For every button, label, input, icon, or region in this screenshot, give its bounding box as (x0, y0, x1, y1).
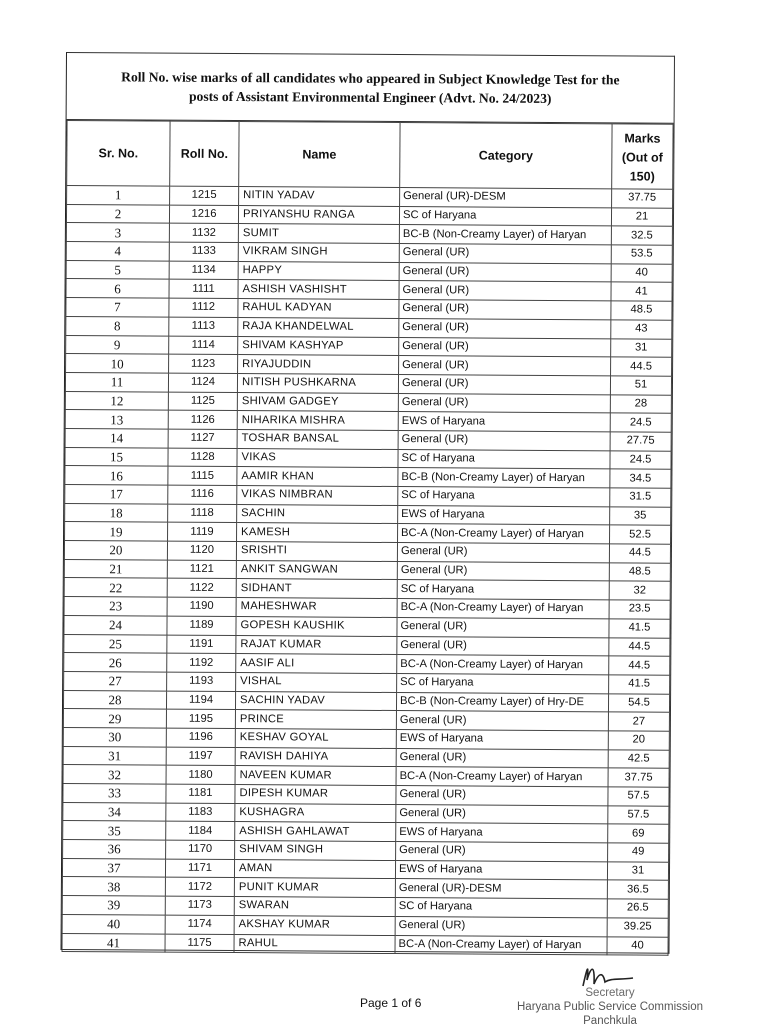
cell-marks: 20 (608, 731, 669, 750)
cell-roll-no: 1122 (167, 579, 236, 598)
marks-table (62, 120, 674, 956)
cell-roll-no: 1190 (167, 597, 236, 616)
cell-sr-no: 33 (63, 783, 166, 802)
cell-sr-no: 38 (62, 877, 165, 896)
signatory-commission: Haryana Public Service Commission (517, 1001, 703, 1013)
cell-name: AAMIR KHAN (237, 467, 398, 487)
cell-category: General (UR) (396, 804, 608, 824)
cell-marks: 24.5 (610, 450, 671, 469)
cell-roll-no: 1114 (169, 336, 238, 355)
signatory-title: Secretary (585, 987, 635, 999)
cell-roll-no: 1124 (168, 373, 237, 392)
cell-marks: 44.5 (609, 544, 670, 563)
cell-roll-no: 1192 (167, 653, 236, 672)
signatory-block (505, 962, 715, 1028)
header-marks-line-3: 150) (629, 168, 655, 184)
cell-name: VIKAS NIMBRAN (237, 486, 398, 506)
cell-name: KESHAV GOYAL (235, 728, 396, 748)
cell-roll-no: 1132 (169, 224, 238, 243)
cell-marks: 23.5 (609, 600, 670, 619)
cell-sr-no: 27 (64, 671, 167, 690)
cell-name: RIYAJUDDIN (238, 355, 399, 375)
cell-name: VIKAS (237, 448, 398, 468)
cell-category: General (UR) (397, 561, 609, 581)
cell-marks: 44.5 (611, 357, 672, 376)
cell-name: SACHIN YADAV (235, 691, 396, 711)
cell-name: PUNIT KUMAR (234, 878, 395, 898)
table-header-row (67, 121, 673, 190)
cell-category: SC of Haryana (397, 580, 609, 600)
heading-line-2: posts of Assistant Environmental Engineer (Advt. No. 24/2023) (188, 88, 552, 106)
cell-roll-no: 1119 (168, 523, 237, 542)
cell-category: General (UR) (398, 393, 610, 413)
cell-roll-no: 1180 (166, 765, 235, 784)
cell-category: BC-B (Non-Creamy Layer) of Haryan (399, 225, 611, 245)
cell-category: General (UR) (399, 356, 611, 376)
table-row (62, 933, 668, 955)
cell-sr-no: 21 (64, 559, 167, 578)
cell-category: EWS of Haryana (396, 729, 608, 749)
cell-name: SHIVAM GADGEY (237, 392, 398, 412)
cell-category: BC-B (Non-Creamy Layer) of Hry-DE (396, 692, 608, 712)
document-heading (67, 53, 674, 124)
cell-roll-no: 1125 (168, 392, 237, 411)
signatory-city: Panchkula (583, 1015, 637, 1027)
cell-category: General (UR) (399, 318, 611, 338)
cell-sr-no: 24 (64, 615, 167, 634)
cell-name: TOSHAR BANSAL (237, 429, 398, 449)
cell-category: General (UR) (397, 636, 609, 656)
cell-sr-no: 3 (66, 223, 169, 242)
cell-name: NITISH PUSHKARNA (237, 373, 398, 393)
cell-sr-no: 28 (63, 690, 166, 709)
cell-roll-no: 1126 (168, 410, 237, 429)
header-roll-no: Roll No. (170, 121, 239, 186)
header-marks-line-1: Marks (624, 130, 661, 146)
cell-marks: 49 (608, 843, 669, 862)
cell-sr-no: 6 (66, 279, 169, 298)
cell-marks: 34.5 (610, 469, 671, 488)
cell-roll-no: 1173 (165, 896, 234, 915)
cell-roll-no: 1216 (169, 205, 238, 224)
cell-sr-no: 37 (62, 858, 165, 877)
cell-marks: 35 (610, 507, 671, 526)
cell-category: General (UR) (399, 244, 611, 264)
cell-marks: 32.5 (611, 226, 672, 245)
cell-sr-no: 25 (64, 634, 167, 653)
cell-roll-no: 1112 (169, 298, 238, 317)
cell-marks: 36.5 (607, 880, 668, 899)
cell-name: RAHUL (234, 934, 395, 954)
cell-roll-no: 1170 (166, 840, 235, 859)
cell-marks: 54.5 (608, 693, 669, 712)
cell-roll-no: 1181 (166, 784, 235, 803)
cell-roll-no: 1134 (169, 261, 238, 280)
cell-roll-no: 1116 (168, 485, 237, 504)
cell-category: BC-A (Non-Creamy Layer) of Haryan (396, 767, 608, 787)
cell-sr-no: 41 (62, 933, 165, 952)
cell-marks: 27.75 (610, 432, 671, 451)
cell-name: MAHESHWAR (236, 598, 397, 618)
cell-category: BC-A (Non-Creamy Layer) of Haryan (397, 655, 609, 675)
cell-category: BC-B (Non-Creamy Layer) of Haryan (398, 468, 610, 488)
cell-category: General (UR)-DESM (400, 188, 612, 208)
cell-name: VISHAL (236, 672, 397, 692)
cell-sr-no: 29 (63, 709, 166, 728)
cell-category: SC of Haryana (397, 673, 609, 693)
cell-sr-no: 10 (66, 354, 169, 373)
cell-roll-no: 1111 (169, 280, 238, 299)
cell-category: General (UR) (399, 281, 611, 301)
cell-marks: 39.25 (607, 918, 668, 937)
cell-marks: 51 (610, 376, 671, 395)
cell-marks: 37.75 (612, 189, 673, 208)
cell-sr-no: 14 (65, 428, 168, 447)
cell-marks: 31 (611, 338, 672, 357)
cell-sr-no: 17 (65, 485, 168, 504)
cell-category: General (UR) (396, 711, 608, 731)
cell-roll-no: 1121 (167, 560, 236, 579)
cell-category: General (UR) (399, 300, 611, 320)
cell-name: AKSHAY KUMAR (234, 915, 395, 935)
cell-category: SC of Haryana (398, 449, 610, 469)
cell-marks: 41.5 (609, 619, 670, 638)
cell-category: SC of Haryana (398, 487, 610, 507)
cell-category: General (UR) (397, 543, 609, 563)
marks-sheet (61, 52, 675, 954)
cell-name: ASHISH VASHISHT (238, 280, 399, 300)
cell-name: PRIYANSHU RANGA (238, 205, 399, 225)
cell-sr-no: 23 (64, 597, 167, 616)
cell-marks: 57.5 (608, 787, 669, 806)
cell-category: BC-A (Non-Creamy Layer) of Haryan (397, 599, 609, 619)
cell-name: ANKIT SANGWAN (236, 560, 397, 580)
cell-category: General (UR) (396, 842, 608, 862)
cell-roll-no: 1196 (166, 728, 235, 747)
cell-sr-no: 4 (66, 242, 169, 261)
header-marks (612, 124, 673, 189)
cell-sr-no: 19 (65, 522, 168, 541)
cell-roll-no: 1118 (168, 504, 237, 523)
cell-marks: 44.5 (609, 656, 670, 675)
cell-category: EWS of Haryana (395, 860, 607, 880)
cell-roll-no: 1189 (167, 616, 236, 635)
cell-sr-no: 16 (65, 466, 168, 485)
cell-name: ASHISH GAHLAWAT (235, 822, 396, 842)
cell-marks: 31 (607, 862, 668, 881)
cell-sr-no: 22 (64, 578, 167, 597)
cell-marks: 37.75 (608, 768, 669, 787)
cell-sr-no: 5 (66, 260, 169, 279)
cell-name: SWARAN (234, 897, 395, 917)
cell-category: General (UR)-DESM (395, 879, 607, 899)
cell-category: EWS of Haryana (396, 823, 608, 843)
cell-name: KUSHAGRA (235, 803, 396, 823)
cell-roll-no: 1194 (166, 691, 235, 710)
cell-marks: 26.5 (607, 899, 668, 918)
cell-name: AASIF ALI (236, 654, 397, 674)
cell-sr-no: 31 (63, 746, 166, 765)
cell-name: SIDHANT (236, 579, 397, 599)
cell-category: General (UR) (397, 617, 609, 637)
cell-sr-no: 8 (66, 316, 169, 335)
cell-category: General (UR) (399, 262, 611, 282)
cell-marks: 41 (611, 282, 672, 301)
header-category: Category (400, 123, 612, 189)
cell-name: VIKRAM SINGH (238, 243, 399, 263)
cell-sr-no: 34 (63, 802, 166, 821)
cell-roll-no: 1174 (165, 915, 234, 934)
cell-category: General (UR) (398, 374, 610, 394)
cell-roll-no: 1113 (169, 317, 238, 336)
cell-marks: 57.5 (608, 806, 669, 825)
cell-name: NIHARIKA MISHRA (237, 411, 398, 431)
cell-sr-no: 15 (65, 447, 168, 466)
cell-sr-no: 1 (67, 186, 170, 205)
cell-marks: 41.5 (609, 675, 670, 694)
cell-name: AMAN (234, 859, 395, 879)
cell-marks: 53.5 (611, 245, 672, 264)
cell-sr-no: 2 (66, 204, 169, 223)
cell-marks: 69 (608, 824, 669, 843)
cell-roll-no: 1183 (166, 803, 235, 822)
cell-name: SHIVAM SINGH (235, 841, 396, 861)
cell-category: General (UR) (398, 430, 610, 450)
cell-roll-no: 1127 (168, 429, 237, 448)
cell-category: General (UR) (399, 337, 611, 357)
header-name: Name (239, 122, 400, 188)
cell-name: KAMESH (237, 523, 398, 543)
cell-category: BC-A (Non-Creamy Layer) of Haryan (398, 524, 610, 544)
cell-name: SRISHTI (236, 542, 397, 562)
cell-category: General (UR) (396, 786, 608, 806)
cell-name: RAHUL KADYAN (238, 299, 399, 319)
cell-sr-no: 30 (63, 727, 166, 746)
cell-category: General (UR) (396, 748, 608, 768)
cell-name: PRINCE (235, 710, 396, 730)
cell-sr-no: 26 (64, 653, 167, 672)
cell-name: SACHIN (237, 504, 398, 524)
cell-name: SHIVAM KASHYAP (238, 336, 399, 356)
cell-roll-no: 1184 (166, 821, 235, 840)
cell-name: GOPESH KAUSHIK (236, 616, 397, 636)
cell-sr-no: 35 (63, 821, 166, 840)
page-number: Page 1 of 6 (360, 996, 422, 1010)
cell-roll-no: 1120 (167, 541, 236, 560)
cell-name: HAPPY (238, 261, 399, 281)
cell-name: NITIN YADAV (239, 187, 400, 207)
cell-marks: 24.5 (610, 413, 671, 432)
cell-sr-no: 7 (66, 298, 169, 317)
cell-name: RAJA KHANDELWAL (238, 317, 399, 337)
cell-name: DIPESH KUMAR (235, 785, 396, 805)
cell-marks: 32 (609, 581, 670, 600)
cell-name: RAJAT KUMAR (236, 635, 397, 655)
cell-roll-no: 1133 (169, 242, 238, 261)
cell-marks: 43 (611, 320, 672, 339)
cell-roll-no: 1123 (169, 354, 238, 373)
cell-marks: 42.5 (608, 749, 669, 768)
cell-sr-no: 11 (65, 372, 168, 391)
header-marks-line-2: (Out of (621, 149, 663, 165)
cell-sr-no: 20 (64, 541, 167, 560)
cell-marks: 48.5 (611, 301, 672, 320)
cell-category: BC-A (Non-Creamy Layer) of Haryan (395, 935, 607, 955)
cell-name: SUMIT (238, 224, 399, 244)
cell-name: NAVEEN KUMAR (235, 766, 396, 786)
cell-sr-no: 36 (63, 840, 166, 859)
cell-marks: 48.5 (609, 563, 670, 582)
cell-roll-no: 1215 (170, 186, 239, 205)
cell-marks: 27 (608, 712, 669, 731)
cell-marks: 40 (607, 936, 668, 955)
cell-roll-no: 1195 (166, 709, 235, 728)
cell-roll-no: 1175 (165, 934, 234, 953)
cell-roll-no: 1171 (165, 859, 234, 878)
cell-sr-no: 13 (65, 410, 168, 429)
cell-roll-no: 1193 (167, 672, 236, 691)
cell-roll-no: 1191 (167, 635, 236, 654)
cell-marks: 31.5 (610, 488, 671, 507)
cell-sr-no: 39 (62, 896, 165, 915)
header-sr-no: Sr. No. (67, 121, 170, 187)
heading-line-1: Roll No. wise marks of all candidates who appeared in Subject Knowledge Test for the (121, 69, 620, 88)
cell-marks: 21 (611, 208, 672, 227)
cell-category: EWS of Haryana (398, 412, 610, 432)
cell-roll-no: 1128 (168, 448, 237, 467)
cell-name: RAVISH DAHIYA (235, 747, 396, 767)
cell-sr-no: 32 (63, 765, 166, 784)
cell-category: EWS of Haryana (398, 505, 610, 525)
cell-sr-no: 9 (66, 335, 169, 354)
cell-category: SC of Haryana (399, 206, 611, 226)
cell-marks: 28 (610, 394, 671, 413)
cell-category: General (UR) (395, 916, 607, 936)
cell-sr-no: 18 (65, 503, 168, 522)
cell-roll-no: 1197 (166, 747, 235, 766)
cell-roll-no: 1115 (168, 466, 237, 485)
cell-sr-no: 12 (65, 391, 168, 410)
cell-category: SC of Haryana (395, 898, 607, 918)
cell-marks: 44.5 (609, 637, 670, 656)
cell-marks: 52.5 (610, 525, 671, 544)
cell-sr-no: 40 (62, 914, 165, 933)
cell-roll-no: 1172 (165, 878, 234, 897)
cell-marks: 40 (611, 264, 672, 283)
